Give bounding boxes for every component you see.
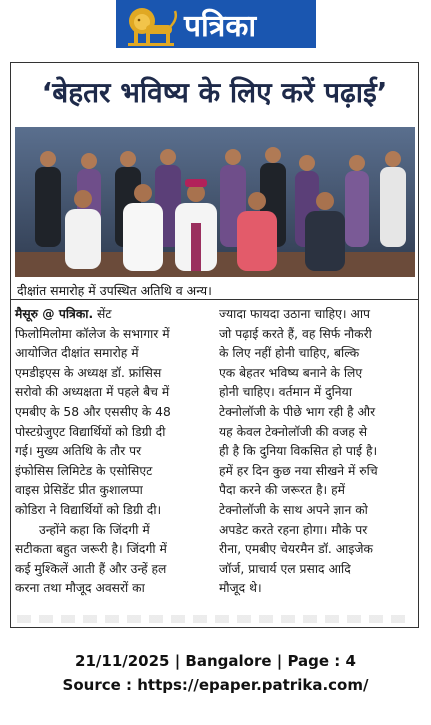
article-line xyxy=(219,462,415,482)
article-line-text: पैदा करने की जरूरत है। हमें xyxy=(219,483,345,498)
article-line-text: वाइस प्रेसिडेंट प्रीत कुशालप्पा xyxy=(15,483,143,498)
article-line xyxy=(15,501,211,521)
article-line-text: यह केवल टेक्नोलॉजी की वजह से xyxy=(219,424,368,439)
article-line-text: कई मुश्किलें आती हैं और उन्हें हल xyxy=(15,561,167,576)
article-line-text: टेक्नोलॉजी के साथ अपने ज्ञान को xyxy=(219,502,368,517)
article-line xyxy=(219,481,415,501)
article-line-text: सरोवो की अध्यक्षता में पहले बैच में xyxy=(15,385,170,400)
article-line xyxy=(219,501,415,521)
article-line xyxy=(15,481,211,501)
article-line xyxy=(219,579,415,599)
article-line xyxy=(219,540,415,560)
article-line-text: पोस्टग्रेजुएट विद्यार्थियों को डिग्री दी xyxy=(15,424,166,439)
article-line-text: एक बेहतर भविष्य बनाने के लिए xyxy=(219,365,363,380)
article-line-text: मौजूद थे। xyxy=(219,581,262,596)
article-line xyxy=(219,383,415,403)
article-line xyxy=(15,383,211,403)
article-line-text: टेक्नोलॉजी के पीछे भाग रही है और xyxy=(219,404,376,419)
article-line xyxy=(219,423,415,443)
article-photo xyxy=(15,127,415,277)
article-line xyxy=(219,521,415,541)
article-line-text: के लिए नहीं होनी चाहिए, बल्कि xyxy=(219,346,360,361)
article-line xyxy=(219,364,415,384)
article-line xyxy=(219,305,415,325)
article-line xyxy=(15,560,211,580)
edition-info: 21/11/2025 | Bangalore | Page : 4 xyxy=(75,652,356,670)
article-line-text: हमें हर दिन कुछ नया सीखने में रुचि xyxy=(219,463,378,478)
article-line-text: जो पढ़ाई करते हैं, वह सिर्फ नौकरी xyxy=(219,326,372,341)
article-column-right xyxy=(219,305,415,599)
article-line-text: इंफोसिस लिमिटेड के एसोसिएट xyxy=(15,463,153,478)
article-line-text: गई। मुख्य अतिथि के तौर पर xyxy=(15,444,142,459)
article-line xyxy=(15,521,211,541)
article-line-text: कोडिरा ने विद्यार्थियों को डिग्री दी। xyxy=(15,502,162,517)
article-line xyxy=(15,305,211,325)
article-headline: ‘बेहतर भविष्य के लिए करें पढ़ाई’ xyxy=(41,76,388,109)
faded-text-strip xyxy=(17,615,413,623)
article-line xyxy=(15,364,211,384)
article-line xyxy=(219,403,415,423)
article-line-text: एमबीए के 58 और एससीए के 48 xyxy=(15,404,171,419)
article-line xyxy=(15,344,211,364)
article-line-text: करना तथा मौजूद अवसरों का xyxy=(15,581,145,596)
source-link[interactable]: Source : https://epaper.patrika.com/ xyxy=(62,676,369,694)
article-line-text: होनी चाहिए। वर्तमान में दुनिया xyxy=(219,385,352,400)
article-line xyxy=(15,579,211,599)
article-line-text: ज्यादा फायदा उठाना चाहिए। आप xyxy=(219,307,371,321)
article-column-left xyxy=(15,305,211,599)
photo-caption: दीक्षांत समारोह में उपस्थित अतिथि व अन्य। xyxy=(17,283,212,298)
article-line-text: ही है कि दुनिया विकसित हो पाई है। xyxy=(219,444,378,459)
article-line-text: अपडेट करते रहना होगा। मौके पर xyxy=(219,522,368,537)
dateline: मैसूरु @ पत्रिका. xyxy=(15,307,94,321)
article-clipping xyxy=(10,62,419,628)
article-line-text: एमडीइएस के अध्यक्ष डॉ. फ्रांसिस xyxy=(15,365,162,380)
article-line xyxy=(219,325,415,345)
masthead-brand: पत्रिका xyxy=(184,8,257,44)
lion-icon xyxy=(122,1,180,47)
article-line xyxy=(219,442,415,462)
article-line xyxy=(15,403,211,423)
masthead[interactable] xyxy=(116,0,316,48)
article-line xyxy=(15,423,211,443)
article-line-text: जॉर्ज, प्राचार्य एल प्रसाद आदि xyxy=(219,561,351,576)
article-line xyxy=(219,560,415,580)
article-line-text: आयोजित दीक्षांत समारोह में xyxy=(15,346,139,361)
article-line-text: सेंट xyxy=(93,307,112,321)
article-line-text: फिलोमिलोमा कॉलेज के सभागार में xyxy=(15,326,170,341)
article-line xyxy=(15,540,211,560)
article-line xyxy=(15,462,211,482)
caption-divider xyxy=(11,299,418,300)
article-line xyxy=(219,344,415,364)
article-line-text: उन्होंने कहा कि जिंदगी में xyxy=(39,522,150,537)
article-line xyxy=(15,325,211,345)
article-line xyxy=(15,442,211,462)
article-line-text: सटीकता बहुत जरूरी है। जिंदगी में xyxy=(15,542,167,557)
article-line-text: रीना, एमबीए चेयरमैन डॉ. आइजेक xyxy=(219,542,373,557)
